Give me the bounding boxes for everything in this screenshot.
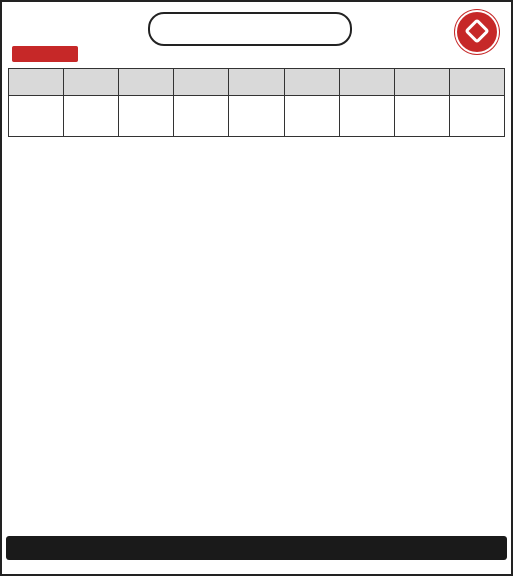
table-cell <box>9 96 64 137</box>
notice-header <box>8 6 505 64</box>
table-header-cell <box>339 69 394 96</box>
table-cell <box>449 96 504 137</box>
notice-title <box>148 12 352 46</box>
footer-banner <box>6 536 507 560</box>
table-header-cell <box>64 69 119 96</box>
table-cell <box>64 96 119 137</box>
table-header-cell <box>174 69 229 96</box>
auction-table <box>8 68 505 137</box>
table-cell <box>119 96 174 137</box>
table-header-row <box>9 69 505 96</box>
table-header-cell <box>9 69 64 96</box>
table-cell <box>394 96 449 137</box>
table-header-cell <box>119 69 174 96</box>
table-header-cell <box>229 69 284 96</box>
table-row <box>9 96 505 137</box>
table-cell <box>174 96 229 137</box>
table-cell <box>229 96 284 137</box>
table-header-cell <box>394 69 449 96</box>
round-badge <box>12 46 78 62</box>
organization-logo-icon <box>455 10 499 54</box>
table-header-cell <box>284 69 339 96</box>
table-cell <box>339 96 394 137</box>
table-header-cell <box>449 69 504 96</box>
table-cell <box>284 96 339 137</box>
